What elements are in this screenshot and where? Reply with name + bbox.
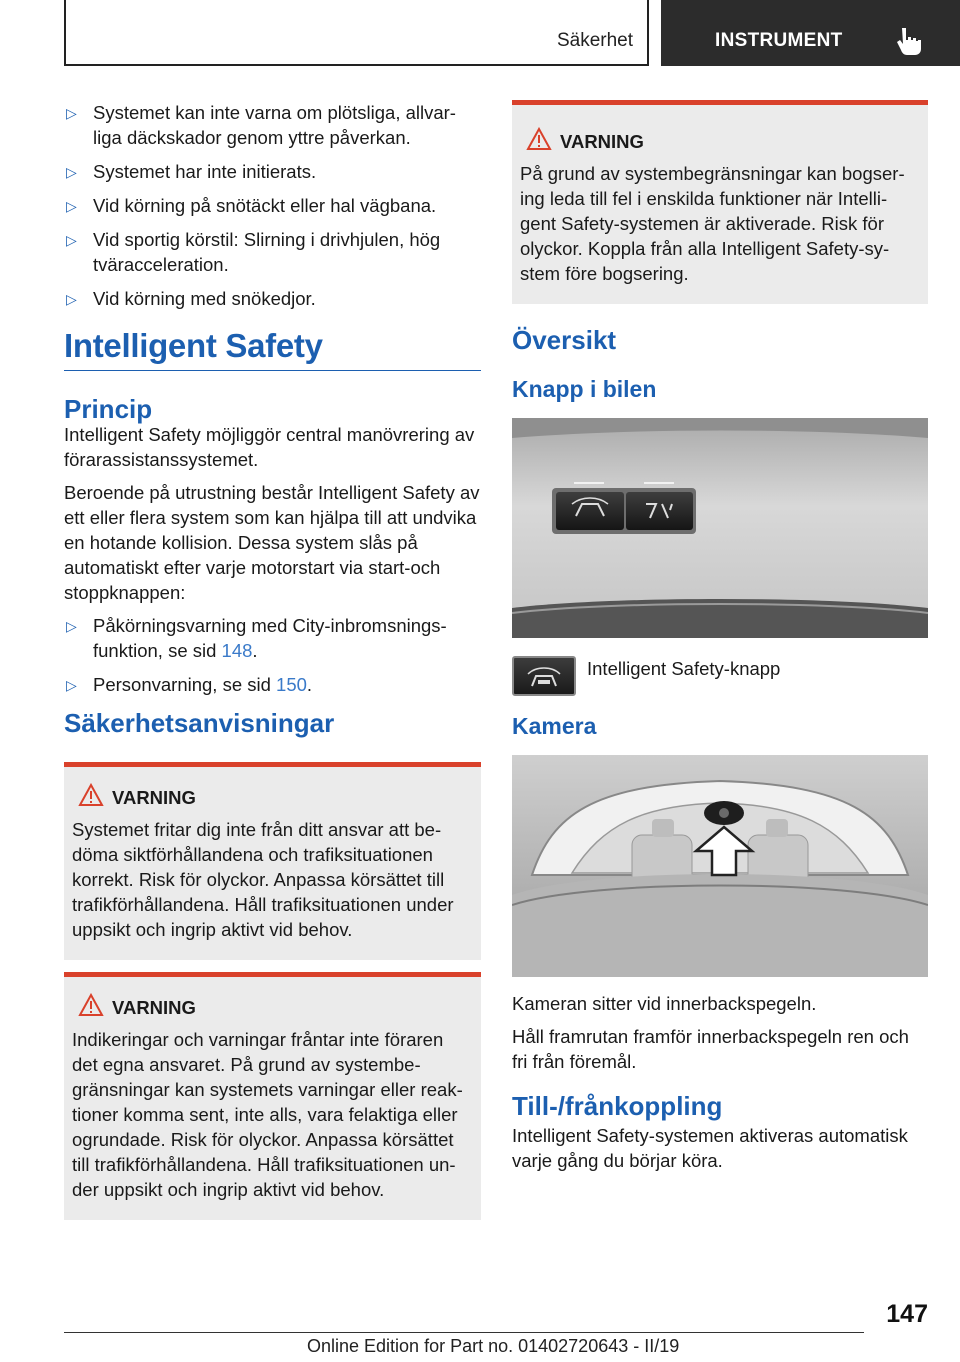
list-item: ▷ Personvarning, se sid 150. bbox=[64, 672, 481, 697]
page-title: Intelligent Safety bbox=[64, 333, 481, 371]
list-item: ▷ Systemet kan inte varna om plötsliga, allvar- liga däckskador genom yttre påverkan. bbox=[66, 102, 456, 148]
warning-triangle-icon bbox=[78, 993, 104, 1017]
footer-divider bbox=[64, 1332, 864, 1333]
reference-list bbox=[64, 613, 481, 697]
camera-heading: Kamera bbox=[512, 713, 597, 739]
chapter-title: INSTRUMENT bbox=[715, 30, 843, 51]
principle-paragraph-2: Beroende på utrustning består Intelligent Safety av ett eller flera system som kan hjälpa till att undvika en hotande kollision. Dessa system slås på automatiskt efter varje motorstart via start-och stoppknappen: bbox=[64, 482, 480, 603]
list-item: ▷ Systemet har inte initierats. bbox=[64, 159, 481, 184]
page-link-150[interactable]: 150 bbox=[276, 674, 307, 695]
principle-heading: Princip bbox=[64, 394, 153, 424]
list-item: ▷ Vid körning med snökedjor. bbox=[64, 286, 481, 311]
list-item: ▷ Påkörningsvarning med City-inbromsnings- funktion, se sid 148. bbox=[66, 615, 447, 661]
warning-title: VARNING bbox=[520, 129, 920, 155]
safety-heading: Säkerhetsanvisningar bbox=[64, 708, 335, 738]
windscreen-camera-image bbox=[512, 755, 928, 977]
camera-paragraph-2: Håll framrutan framför innerbackspegeln ren och fri från föremål. bbox=[512, 1026, 909, 1072]
toggle-heading: Till-/frånkoppling bbox=[512, 1091, 723, 1121]
warning-text: Indikeringar och varningar fråntar inte föraren det egna ansvaret. På grund av systembe- gränsningar kan systemets varningar eller reak- tioner komma sent, inte alls, vara felaktiga eller ogrundade. Risk för olyckor. Anpassa körsättet till trafikförhållandena. Håll trafiksituationen un- der uppsikt och ingrip aktivt vid behov. bbox=[72, 1029, 463, 1200]
button-photo bbox=[512, 418, 928, 638]
camera-photo bbox=[512, 755, 928, 977]
camera-paragraph-1: Kameran sitter vid innerbackspegeln. bbox=[512, 993, 817, 1014]
triangle-bullet-icon: ▷ bbox=[66, 105, 77, 121]
warning-box bbox=[512, 100, 928, 304]
left-column bbox=[64, 100, 481, 1220]
page-number: 147 bbox=[886, 1300, 928, 1328]
header-section-tab bbox=[64, 0, 649, 66]
warning-triangle-icon bbox=[526, 127, 552, 151]
warning-text: Systemet fritar dig inte från ditt ansvar att be- döma siktförhållandena och trafiksituationen korrekt. Risk för olyckor. Anpassa körsättet till trafikförhållandena. Håll trafiksituationen under uppsikt och ingrip aktivt vid behov. bbox=[72, 819, 454, 940]
triangle-bullet-icon: ▷ bbox=[66, 291, 77, 307]
page-link-148[interactable]: 148 bbox=[221, 640, 253, 661]
button-panel-image bbox=[512, 418, 928, 638]
list-item: ▷ Vid körning på snötäckt eller hal vägbana. bbox=[64, 193, 481, 218]
warning-title: VARNING bbox=[72, 995, 473, 1021]
warning-text: På grund av systembegränsningar kan bogser- ing leda till fel i enskilda funktioner när Intelli- gent Safety-systemen är aktiverade. Risk för olyckor. Koppla från alla Intelligent Safety-sy- stem före bogsering. bbox=[520, 163, 905, 284]
header-chapter-tab bbox=[661, 0, 960, 66]
triangle-bullet-icon: ▷ bbox=[66, 232, 77, 248]
right-column bbox=[512, 100, 928, 1181]
edition-footer: Online Edition for Part no. 01402720643 - II/19 bbox=[307, 1336, 680, 1356]
button-heading: Knapp i bilen bbox=[512, 376, 657, 402]
section-title: Säkerhet bbox=[556, 30, 633, 51]
triangle-bullet-icon: ▷ bbox=[66, 164, 77, 180]
button-caption: Intelligent Safety-knapp bbox=[587, 658, 781, 679]
limitations-list bbox=[64, 100, 481, 311]
triangle-bullet-icon: ▷ bbox=[66, 198, 77, 214]
principle-paragraph-1: Intelligent Safety möjliggör central manövrering av förarassistanssystemet. bbox=[64, 424, 475, 470]
warning-triangle-icon bbox=[78, 783, 104, 807]
triangle-bullet-icon: ▷ bbox=[66, 677, 77, 693]
warning-title: VARNING bbox=[72, 785, 473, 811]
overview-heading: Översikt bbox=[512, 325, 617, 355]
button-caption-row bbox=[512, 656, 928, 700]
warning-box bbox=[64, 762, 481, 960]
toggle-paragraph: Intelligent Safety-systemen aktiveras automatisk varje gång du börjar köra. bbox=[512, 1125, 908, 1171]
warning-box bbox=[64, 972, 481, 1220]
triangle-bullet-icon: ▷ bbox=[66, 618, 77, 634]
intelligent-safety-button-icon bbox=[512, 656, 576, 696]
hand-pointer-icon bbox=[893, 24, 925, 56]
list-item: ▷ Vid sportig körstil: Slirning i drivhjulen, hög tväracceleration. bbox=[66, 229, 441, 275]
